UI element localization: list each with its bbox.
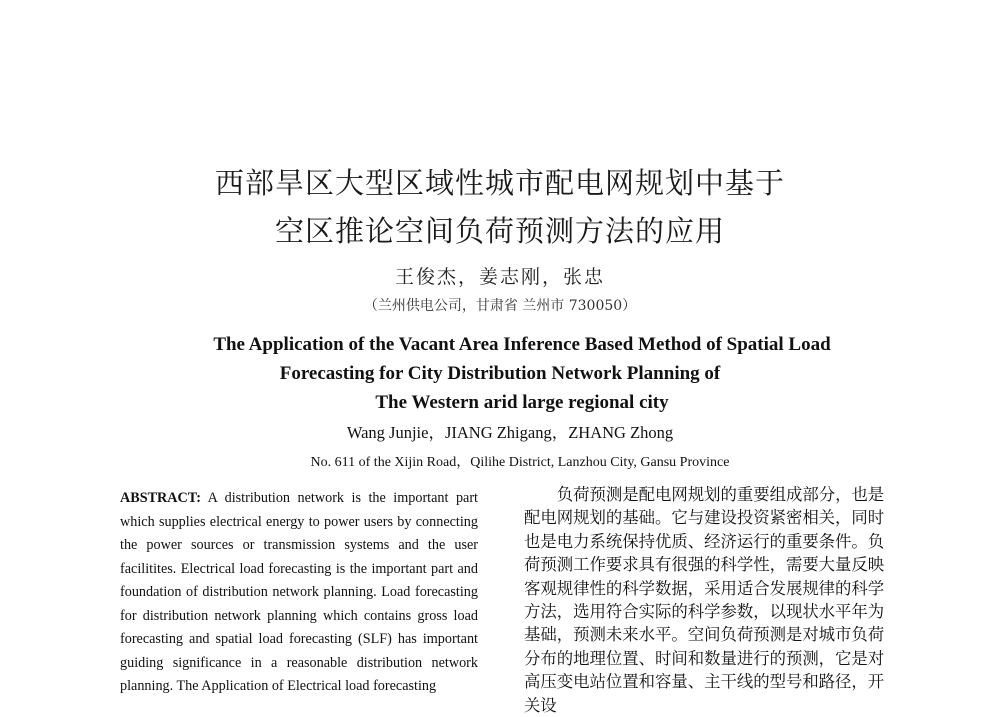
abstract-label: ABSTRACT:	[120, 490, 201, 506]
title-en-line-3: The Western arid large regional city	[375, 392, 669, 413]
abstract-text: A distribution network is the important part which supplies electrical energy to power users by connecting the power sources or transmission systems and the user facilitites. Electrical load forecasting is the important part and foundation of distribution network planning. Load forecasting for distribution network planning which contains gross load forecasting and spatial load forecasting (SLF) has important guiding significance in a reasonable distribution network planning. The Application of Electrical load forecasting	[120, 490, 478, 694]
title-cn-line-2: 空区推论空间负荷预测方法的应用	[274, 214, 725, 248]
authors-en: Wang Junjie，JIANG Zhigang，ZHANG Zhong	[346, 423, 674, 442]
title-en-line-1: The Application of the Vacant Area Inference Based Method of Spatial Load	[213, 334, 831, 355]
affiliation-en: No. 611 of the Xijin Road，Qilihe District, Lanzhou City, Gansu Province	[310, 455, 730, 470]
abstract	[120, 487, 478, 699]
affiliation-cn: （兰州供电公司，甘肃省 兰州市 730050）	[363, 298, 637, 314]
authors-cn: 王俊杰，姜志刚，张忠	[394, 266, 605, 288]
title-en-line-2: Forecasting for City Distribution Network Planning of	[279, 363, 721, 384]
title-cn-line-1: 西部旱区大型区域性城市配电网规划中基于	[214, 166, 785, 200]
body-text-cn: 负荷预测是配电网规划的重要组成部分，也是配电网规划的基础。它与建设投资紧密相关，同时也是电力系统保持优质、经济运行的重要条件。负荷预测工作要求具有很强的科学性，需要大量反映客观规律性的科学数据，采用适合发展规律的科学方法，选用符合实际的科学参数，以现状水平年为基础，预测未来水平。空间负荷预测是对城市负荷分布的地理位置、时间和数量进行的预测，它是对高压变电站位置和容量、主干线的型号和路径，开关设	[524, 485, 884, 715]
